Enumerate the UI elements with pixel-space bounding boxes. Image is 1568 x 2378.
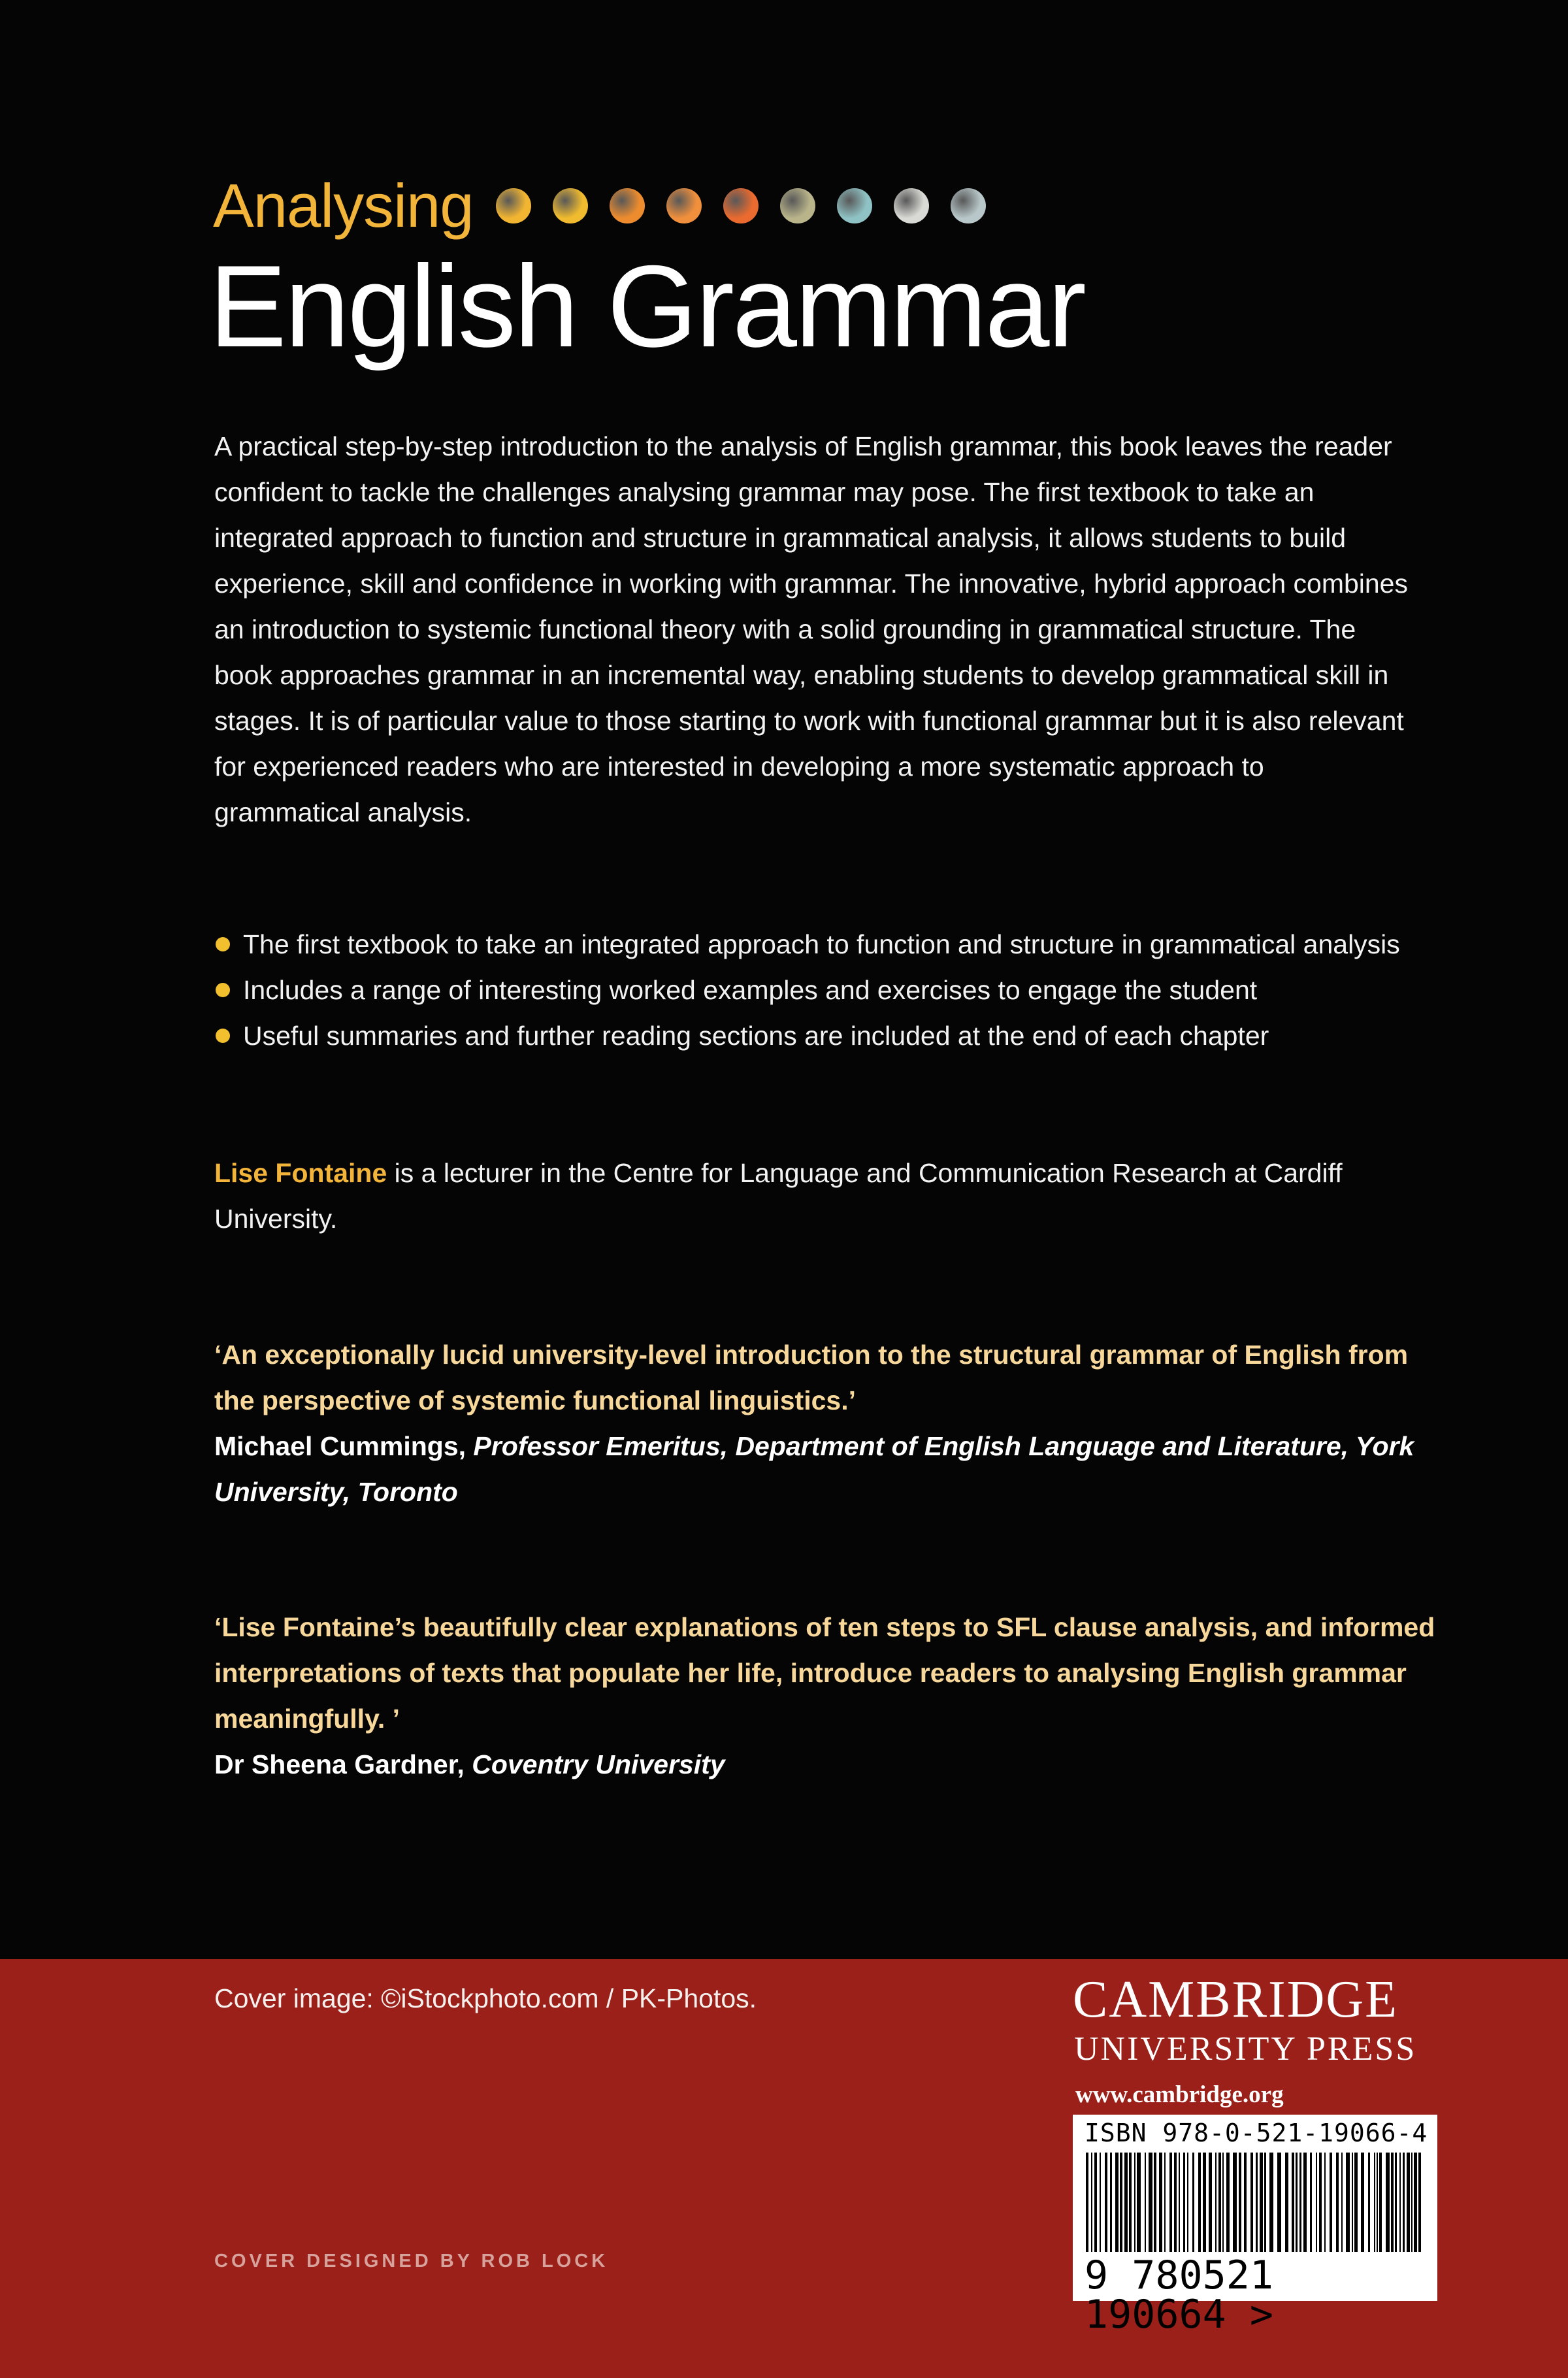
barcode-bar xyxy=(1174,2153,1177,2252)
barcode-bar xyxy=(1256,2153,1258,2252)
barcode-bar xyxy=(1086,2153,1088,2252)
dot-icon xyxy=(553,188,588,223)
barcode-bar xyxy=(1159,2153,1162,2252)
bullet-icon xyxy=(216,983,230,997)
barcode-bar xyxy=(1134,2153,1135,2252)
barcode-bar xyxy=(1319,2153,1322,2252)
dot-icon xyxy=(780,188,815,223)
review-quote xyxy=(214,1332,1443,1515)
publisher-subtitle: UNIVERSITY PRESS xyxy=(1074,2030,1417,2068)
dot-icon xyxy=(723,188,759,223)
barcode-bar xyxy=(1354,2153,1358,2252)
barcode-bar xyxy=(1250,2153,1253,2252)
barcode-bar xyxy=(1310,2153,1312,2252)
feature-list xyxy=(214,921,1416,1059)
barcode-bar xyxy=(1316,2153,1317,2252)
publisher-url: www.cambridge.org xyxy=(1075,2081,1284,2108)
cover-image-credit: Cover image: ©iStockphoto.com / PK-Photos. xyxy=(214,1983,757,2013)
feature-text: Useful summaries and further reading sections are included at the end of each chapter xyxy=(243,1021,1269,1051)
book-description: A practical step-by-step introduction to the analysis of English grammar, this book leaves the reader confident to tackle the challenges analysing grammar may pose. The first textbook to take an integrated approach to function and structure in grammatical analysis, it allows students to build experience, skill and confidence in working with grammar. The innovative, hybrid approach combines an introduction to systemic functional theory with a solid grounding in grammatical structure. The book approaches grammar in an incremental way, enabling students to develop grammatical skill in stages. It is of particular value to those starting to work with functional grammar but it is also relevant for experienced readers who are interested in developing a more systematic approach to grammatical analysis. xyxy=(214,431,1408,827)
barcode-bar xyxy=(1374,2153,1375,2252)
decorative-dots xyxy=(496,188,986,223)
dot-icon xyxy=(610,188,645,223)
quote-text: ‘Lise Fontaine’s beautifully clear explanations of ten steps to SFL clause analysis, and informed interpretations of texts that populate her life, introduce readers to analysing English grammar meaningfully. ’ xyxy=(214,1612,1435,1734)
reviewer-affiliation: Professor Emeritus, Department of English Language and Literature, York University, Toronto xyxy=(214,1431,1414,1507)
barcode-bar xyxy=(1285,2153,1288,2252)
barcode-bar xyxy=(1324,2153,1326,2252)
barcode-bar xyxy=(1418,2153,1421,2252)
title-first-line xyxy=(213,171,986,240)
barcode-bar xyxy=(1277,2153,1281,2252)
quote-text: ‘An exceptionally lucid university-level introduction to the structural grammar of English from the perspective of systemic functional linguistics.’ xyxy=(214,1340,1409,1415)
reviewer-name: Michael Cummings, xyxy=(214,1431,474,1461)
barcode-bar xyxy=(1264,2153,1266,2252)
publisher-logo xyxy=(1073,1973,1439,2109)
barcode xyxy=(1073,2115,1437,2337)
barcode-bar xyxy=(1330,2153,1332,2252)
barcode-bar xyxy=(1179,2153,1180,2252)
dot-icon xyxy=(951,188,986,223)
barcode-bar xyxy=(1352,2153,1353,2252)
barcode-bar xyxy=(1303,2153,1307,2252)
cover-designer-credit: COVER DESIGNED BY ROB LOCK xyxy=(214,2251,609,2271)
publisher-name: CAMBRIDGE xyxy=(1073,1971,1399,2028)
barcode-bar xyxy=(1386,2153,1390,2252)
barcode-bar xyxy=(1115,2153,1119,2252)
barcode-bar xyxy=(1368,2153,1370,2252)
barcode-bar xyxy=(1296,2153,1298,2252)
title-analysing: Analysing xyxy=(213,171,474,240)
barcode-bar xyxy=(1361,2153,1364,2252)
barcode-bar xyxy=(1154,2153,1156,2252)
barcode-bar xyxy=(1203,2153,1206,2252)
barcode-bars xyxy=(1083,2153,1427,2252)
barcode-bar xyxy=(1105,2153,1107,2252)
barcode-bar xyxy=(1341,2153,1343,2252)
barcode-bar xyxy=(1129,2153,1132,2252)
feature-text: The first textbook to take an integrated approach to function and structure in grammatical analysis xyxy=(243,929,1400,959)
barcode-bar xyxy=(1346,2153,1350,2252)
book-title: English Grammar xyxy=(209,241,1085,371)
author-bio-text: is a lecturer in the Centre for Language and Communication Research at Cardiff University. xyxy=(214,1158,1343,1234)
dot-icon xyxy=(666,188,702,223)
dot-icon xyxy=(496,188,531,223)
barcode-bar xyxy=(1187,2153,1188,2252)
quote-attribution xyxy=(214,1423,1443,1515)
barcode-bar xyxy=(1198,2153,1201,2252)
barcode-bar xyxy=(1164,2153,1166,2252)
barcode-bar xyxy=(1336,2153,1339,2252)
barcode-bar xyxy=(1218,2153,1221,2252)
barcode-bar xyxy=(1145,2153,1146,2252)
barcode-bar xyxy=(1269,2153,1273,2252)
barcode-bar xyxy=(1379,2153,1382,2252)
feature-text: Includes a range of interesting worked examples and exercises to engage the student xyxy=(243,975,1258,1005)
barcode-bar xyxy=(1137,2153,1141,2252)
dot-icon xyxy=(894,188,929,223)
barcode-bar xyxy=(1391,2153,1394,2252)
feature-item xyxy=(214,921,1416,967)
dot-icon xyxy=(837,188,872,223)
barcode-bar xyxy=(1407,2153,1410,2252)
barcode-bar xyxy=(1192,2153,1194,2252)
barcode-bar xyxy=(1149,2153,1152,2252)
barcode-bar xyxy=(1094,2153,1097,2252)
barcode-bar xyxy=(1091,2153,1092,2252)
barcode-bar xyxy=(1299,2153,1301,2252)
barcode-bar xyxy=(1403,2153,1405,2252)
barcode-bar xyxy=(1226,2153,1230,2252)
barcode-digits: 9 780521 190664 > xyxy=(1085,2253,1273,2337)
barcode-bar xyxy=(1233,2153,1237,2252)
barcode-bar xyxy=(1292,2153,1294,2252)
isbn-number: ISBN 978-0-521-19066-4 xyxy=(1085,2119,1428,2147)
barcode-bar xyxy=(1169,2153,1172,2252)
barcode-bar xyxy=(1399,2153,1401,2252)
feature-item xyxy=(214,1013,1416,1059)
barcode-bar xyxy=(1377,2153,1378,2252)
barcode-bar xyxy=(1110,2153,1112,2252)
barcode-bar xyxy=(1183,2153,1185,2252)
barcode-bar xyxy=(1239,2153,1241,2252)
barcode-bar xyxy=(1222,2153,1224,2252)
barcode-bar xyxy=(1100,2153,1101,2252)
review-quote xyxy=(214,1604,1443,1787)
barcode-bar xyxy=(1260,2153,1263,2252)
barcode-bar xyxy=(1411,2153,1413,2252)
barcode-bar xyxy=(1395,2153,1397,2252)
author-bio xyxy=(214,1150,1416,1242)
barcode-bar xyxy=(1124,2153,1128,2252)
barcode-bar xyxy=(1209,2153,1212,2252)
reviewer-affiliation: Coventry University xyxy=(472,1749,725,1779)
author-name: Lise Fontaine xyxy=(214,1158,387,1188)
barcode-bar xyxy=(1120,2153,1122,2252)
barcode-bar xyxy=(1244,2153,1247,2252)
bullet-icon xyxy=(216,1029,230,1043)
reviewer-name: Dr Sheena Gardner, xyxy=(214,1749,472,1779)
bullet-icon xyxy=(216,937,230,951)
quote-attribution xyxy=(214,1742,1443,1787)
feature-item xyxy=(214,967,1416,1013)
barcode-bar xyxy=(1215,2153,1217,2252)
barcode-bar xyxy=(1414,2153,1417,2252)
